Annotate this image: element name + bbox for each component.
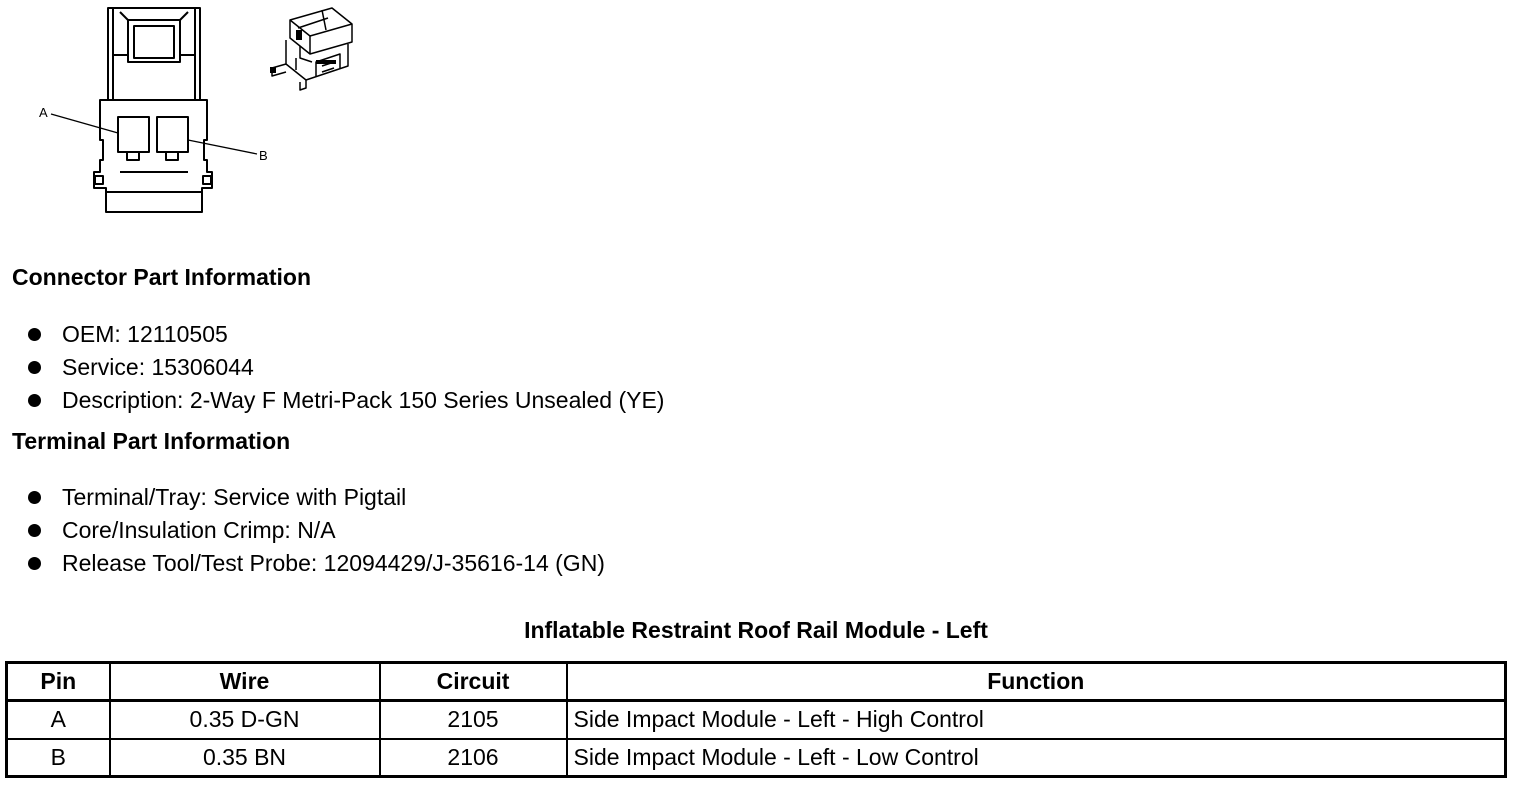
bullet-icon (28, 491, 41, 504)
bullet-icon (28, 394, 41, 407)
bullet-icon (28, 557, 41, 570)
pin-label-b: B (259, 148, 268, 163)
bullet-icon (28, 328, 41, 341)
cell-wire: 0.35 D-GN (110, 701, 380, 739)
list-item-text: Release Tool/Test Probe: 12094429/J-35616-14 (GN) (62, 550, 605, 576)
pin-table (5, 661, 1507, 778)
column-header-function: Function (567, 663, 1506, 701)
list-item (28, 514, 605, 547)
list-item (28, 318, 664, 351)
column-header-wire: Wire (110, 663, 380, 701)
column-header-circuit: Circuit (380, 663, 567, 701)
list-item (28, 351, 664, 384)
cell-wire: 0.35 BN (110, 739, 380, 777)
cell-pin: A (7, 701, 110, 739)
cell-circuit: 2106 (380, 739, 567, 777)
cell-pin: B (7, 739, 110, 777)
list-item (28, 384, 664, 417)
list-item-text: Core/Insulation Crimp: N/A (62, 517, 336, 543)
cell-circuit: 2105 (380, 701, 567, 739)
bullet-icon (28, 524, 41, 537)
bullet-icon (28, 361, 41, 374)
list-item (28, 481, 605, 514)
connector-info-list (28, 318, 664, 417)
pin-label-a: A (39, 105, 48, 120)
cell-function: Side Impact Module - Left - High Control (567, 701, 1506, 739)
list-item (28, 547, 605, 580)
list-item-text: Terminal/Tray: Service with Pigtail (62, 484, 407, 510)
table-row (7, 739, 1506, 777)
table-header-row (7, 663, 1506, 701)
table-row (7, 701, 1506, 739)
terminal-info-title: Terminal Part Information (12, 428, 291, 454)
list-item-text: Service: 15306044 (62, 354, 254, 380)
cell-function: Side Impact Module - Left - Low Control (567, 739, 1506, 777)
terminal-info-list (28, 481, 605, 580)
connector-info-title: Connector Part Information (12, 264, 312, 290)
list-item-text: Description: 2-Way F Metri-Pack 150 Series Unsealed (YE) (62, 387, 665, 413)
connector-diagram (0, 0, 380, 230)
column-header-pin: Pin (7, 663, 110, 701)
pin-table-title: Inflatable Restraint Roof Rail Module - Left (524, 617, 988, 643)
connector-3d-view (272, 8, 352, 90)
list-item-text: OEM: 12110505 (62, 321, 228, 347)
